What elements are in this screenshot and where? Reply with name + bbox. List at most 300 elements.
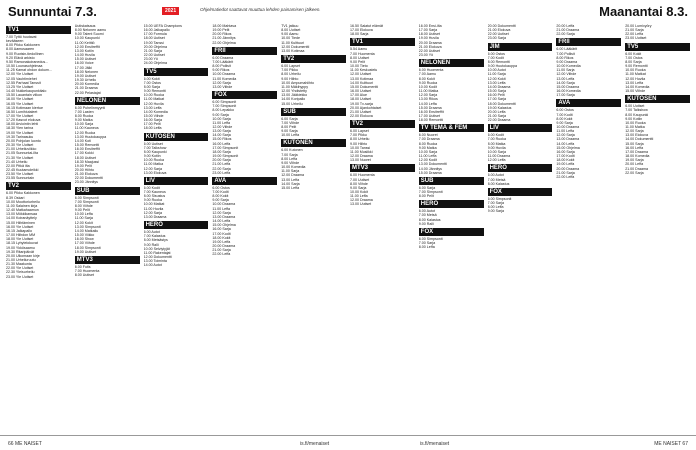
program-entry: 16.00 Leffa <box>212 141 231 146</box>
program-entry: 12.00 Kokit <box>74 220 93 225</box>
program-entry: 9.00 Ruotsin-tiedollinen <box>6 51 44 56</box>
program-entry: 20.30 Yle Uutiset <box>6 143 34 148</box>
program-entry: 15.00 Draama <box>418 105 442 110</box>
program-entry: 6.00 Kutonen <box>281 148 303 153</box>
program-entry: 12.00 Huvila <box>143 101 164 106</box>
program-entry: 16.05 Yle Uutiset <box>6 101 34 106</box>
program-entry: 9.00 Sarja <box>556 120 573 125</box>
program-entry: 20.00 Draama <box>212 244 236 249</box>
program-entry: 12.00 Kokit <box>487 76 506 81</box>
program-entry: 9.00 Matka <box>74 118 93 123</box>
program-entry: 10.00 Leffa <box>281 133 300 138</box>
program-entry: 11.00 Keittiö <box>74 40 95 45</box>
program-entry: 12.00 Sarja <box>418 93 438 98</box>
program-entry: 20.00 Dokumentti <box>487 24 516 28</box>
program-entry: 13.00 Leffa <box>625 80 644 85</box>
program-entry: 11.00 Mäkihyppy <box>281 84 309 89</box>
program-entry: 15.00 Draama <box>556 84 580 89</box>
program-entry: 5.54 Aamu <box>350 47 368 52</box>
program-entry: 19.00 Kalastus <box>487 105 512 110</box>
program-entry: 15.00 Ohjelma <box>212 223 236 228</box>
program-entry: 18.00 Uutiset <box>418 32 440 37</box>
program-entry: 10.00 Draama <box>212 202 236 207</box>
program-entry: 9.00 Kotiin <box>143 154 161 159</box>
program-entry: 15.50 Lauantain viikon <box>6 93 42 98</box>
program-entry: 9.00 Rikos <box>212 68 230 73</box>
program-entry: 22.00 Dokumentti <box>74 176 103 181</box>
program-entry: 6.00 Lapset <box>281 64 300 69</box>
program-entry: 21.00 Sarja <box>212 248 231 253</box>
program-entry: 12.00 Yle Uutiset <box>6 72 34 77</box>
program-entry: 17.00 Sarja <box>418 28 438 33</box>
program-entry: 8.00 Kokit <box>212 194 229 199</box>
program-entry: 6.00 Puhelinmyynti <box>74 105 106 110</box>
program-entry: 7.00 Poliisit <box>556 51 575 56</box>
program-entry: 20.00 Rikos <box>212 32 232 37</box>
program-entry: 20.00 Ohjelma <box>143 44 167 49</box>
program-entry: 11.00 Matka <box>143 162 164 167</box>
program-entry: 22.00 Leffa <box>556 174 575 179</box>
program-entry: 21.00 Draama <box>556 28 580 33</box>
listing-column <box>625 24 690 434</box>
program-entry: 8.00 Kalastus <box>418 217 441 222</box>
program-entry: 11.00 Leffa <box>212 206 231 211</box>
program-entry: 10.00 Draama <box>212 72 236 77</box>
program-entry: 10.00 Draama <box>556 124 580 129</box>
program-entry: 11.00 Matkat <box>143 97 165 102</box>
program-entry: 21.00 Sarja <box>556 170 575 175</box>
program-entry: 12.00 Leffa <box>487 158 506 163</box>
program-entry: 18.00 Simpsonit <box>74 245 101 250</box>
program-entry: 22.00 Sarja <box>556 32 575 37</box>
program-entry: 12.05 Vauhtimiehet <box>6 76 37 81</box>
channel-header: MTV3 <box>350 164 415 172</box>
program-entry: 16.00 Sarja <box>212 227 231 232</box>
program-entry: 14.00 Sarja <box>212 133 231 138</box>
program-entry: 8.39 Oskari <box>6 195 25 200</box>
program-entry: 8.00 Pelit <box>281 124 297 129</box>
program-entry: 6.00 Simpsonit <box>74 195 99 200</box>
program-entry: 7.00 Lääkärit <box>212 59 234 64</box>
program-entry: 15.00 Draama <box>418 170 442 175</box>
program-entry: 16.15 Jalkapallo <box>6 228 32 233</box>
program-entry: 10.00 Komedia <box>556 64 581 69</box>
page-header <box>0 0 696 24</box>
program-entry: 7.00 Uutiset <box>350 177 370 182</box>
program-entry: 9.00 Aamu <box>281 32 299 37</box>
program-entry: 18.00 Remontti <box>418 118 444 123</box>
program-entry: 14.00 Leffa <box>212 219 231 224</box>
program-entry: 18.00 Kokit <box>556 158 575 163</box>
program-entry: 6.00 Sarja <box>418 185 436 190</box>
program-entry: 10.00 Kodit <box>418 84 437 89</box>
program-entry: 8.00 Urheilu <box>350 137 370 142</box>
program-entry: 13.00 Jääkiekko <box>281 93 308 98</box>
program-entry: 6.00 Autot <box>418 209 435 214</box>
program-entry: 11.00 Sarja <box>74 216 93 221</box>
program-entry: 10.00 Ampumahiihto <box>281 80 314 85</box>
header-tagline: Ohjelmatiedot saattavat muuttua lehden painamisen jälkeen. <box>200 7 321 12</box>
program-entry: 9.00 Hiihto <box>350 141 368 146</box>
program-entry: 13.00 Leffa <box>487 80 506 85</box>
program-entry: 10.00 Sarja <box>212 116 231 121</box>
program-entry: 19.00 Pelit <box>74 163 92 168</box>
program-entry: 17.00 Formula <box>143 32 167 37</box>
program-entry: 14.00 Jännitys <box>418 166 442 171</box>
program-entry: 15.00 Urheilu <box>281 101 303 106</box>
program-entry: 6.00 Ostos <box>487 51 505 56</box>
program-entry: kevääseen <box>6 39 24 44</box>
program-entry: 13.25 Yle Uutiset <box>6 84 34 89</box>
program-entry: 8.00 Pikku Kakkonen <box>6 43 40 48</box>
program-entry: 7.00 Lasten <box>74 109 94 114</box>
program-entry: 14.00 Komedia <box>625 84 650 89</box>
program-entry: 15.00 Viihde <box>625 89 646 94</box>
program-entry: 6.00 Ostos <box>212 185 230 190</box>
program-entry: 19.00 Huvila <box>418 36 439 41</box>
program-entry: 22.00 Sarja <box>625 170 644 175</box>
program-entry: 14.00 Autot <box>143 263 162 268</box>
program-entry: 6.00 Kodit <box>143 185 160 190</box>
listing-column <box>556 24 621 434</box>
program-entry: 16.00 Voice <box>74 61 94 66</box>
program-entry: 13.00 Rikos <box>418 97 438 102</box>
program-entry: 12.00 Sarja <box>556 133 575 138</box>
program-entry: 7.00 Pikku <box>281 68 298 73</box>
program-entry: 8.00 Sarja <box>143 84 160 89</box>
listing-column <box>419 24 484 434</box>
program-entry: 11.00 Komedia <box>212 76 237 81</box>
program-entry: 20.00 Komedia <box>74 82 99 87</box>
program-entry: 21.00 Elokuva <box>487 28 511 33</box>
program-entry: 7.00 Sarja <box>418 241 436 246</box>
program-entry: 9.00 Viihde <box>281 160 300 165</box>
program-entry: 18.00 Mahtava <box>212 24 237 28</box>
program-entry: 21.00 Sarja <box>487 113 506 118</box>
program-entry: 7.00 Simpsonit <box>418 190 443 194</box>
program-entry: 10.00 Komedia <box>281 165 306 170</box>
program-entry: 20.00 Leffa <box>556 24 575 28</box>
program-entry: 12.00 Huvila <box>625 76 646 81</box>
program-entry: 8.00 Leffa <box>281 156 298 161</box>
program-entry: 14.00 Huvila <box>74 53 95 58</box>
program-entry: 23.00 Yle Uutiset <box>6 274 34 279</box>
program-entry: 8.00 Ruoka <box>74 113 94 118</box>
program-entry: 22.00 Ohjelma <box>212 40 236 45</box>
listing-column <box>75 24 140 434</box>
program-entry: 15.00 Viihde <box>143 113 164 118</box>
program-entry: 17.00 Simpsonit <box>212 145 239 150</box>
program-entry: 20.00 Pohjolan luonto <box>6 138 41 143</box>
program-entry: 18.00 Leffa <box>143 126 162 131</box>
program-entry: 10.00 Sarja <box>418 149 438 154</box>
program-entry: 19.00 Leffa <box>556 162 575 167</box>
program-entry: 17.00 Uutiset <box>418 113 440 118</box>
program-entry: 10.00 Matkat <box>143 202 165 207</box>
program-entry: 17.00 Sarja <box>556 93 575 98</box>
program-entry: 7.00 Simpsonit <box>74 199 99 204</box>
program-entry: 19.30 Ritaripäivät <box>6 249 34 254</box>
program-entry: 14.00 Kulttuuri <box>350 80 374 85</box>
program-entry: 20.00 Draama <box>556 166 580 171</box>
program-entry: 16.00 Ensi-ilta <box>418 24 442 28</box>
program-entry: 7.00 Tyttö huutavat <box>6 35 37 39</box>
program-entry: 13.00 Kotimaa <box>281 48 305 53</box>
listing-column <box>212 24 277 434</box>
program-entry: 11.00 Matka <box>625 124 645 129</box>
program-entry: 15.00 Hiihtäminen <box>6 220 35 225</box>
program-entry: 6.00 Nuoret <box>418 133 438 138</box>
program-entry: 18.30 Maajussi <box>74 159 99 164</box>
program-entry: 7.00 Draama <box>418 137 440 142</box>
program-entry: 17.00 Draama <box>625 149 648 154</box>
program-entry: 21.00 Uutiset <box>350 109 372 114</box>
program-entry: 8.00 Sisustus <box>143 194 166 199</box>
program-entry: 11.00 Leffa <box>556 129 575 134</box>
program-entry: 17.00 Yle Uutiset <box>6 113 34 118</box>
program-entry: 13.00 Simpsonit <box>74 224 101 229</box>
program-entry: 10.00 Kaupunki <box>74 36 100 41</box>
program-entry: 19.30 Urheilu <box>74 78 97 83</box>
program-entry: 21.00 Urheiluruutu <box>6 257 36 262</box>
program-entry: 7.00 Ruoka <box>487 137 506 142</box>
program-entry: 10.00 Sarja <box>74 122 94 127</box>
program-entry: 13.00 Draama <box>556 137 580 142</box>
program-entry: 11.25 Kamat ohdon dokum... <box>6 68 52 73</box>
program-entry: 21.40 Urheilu <box>6 159 28 164</box>
program-entry: 19.00 Sarja <box>625 158 644 163</box>
program-entry: 23.00 Sarja <box>487 36 506 41</box>
program-entry: 7.00 Kodit <box>487 55 504 60</box>
program-entry: 10.00 Tieto <box>350 64 368 69</box>
program-entry: 10.00 Kokit <box>350 190 368 194</box>
program-entry: 7.00 Talkshow <box>625 108 648 113</box>
program-entry: 21.00 Draama <box>625 166 648 171</box>
program-entry: 7.00 Huomenta <box>74 268 100 273</box>
program-entry: 16.00 Yle Uutiset <box>6 224 34 229</box>
program-entry: 13.00 Elokuva <box>625 133 648 138</box>
program-entry: 21.00 Draama <box>74 86 98 91</box>
program-entry: 12.00 Sarja <box>143 166 162 171</box>
program-entry: 19.00 Pelit <box>212 28 230 33</box>
program-entry: 22.00 Pitkä ilta <box>6 163 30 168</box>
program-entry: 17.00 Viihde <box>74 241 95 246</box>
program-entry: 20.00 Hiihto <box>74 168 94 172</box>
program-entry: 13.00 Leffa <box>281 177 300 182</box>
program-entry: 13.00 Nuoret <box>350 158 371 163</box>
channel-header: SUB <box>281 108 346 116</box>
program-entry: 6.00 Pikku Kakkonen <box>6 191 40 196</box>
program-entry: 14.40 Nukkekaupunkitalo <box>6 89 47 94</box>
program-entry: 9.00 Remontti <box>625 64 648 69</box>
program-entry: 9.00 Huvila <box>487 145 506 150</box>
program-entry: 19.00 Ykkösaamu <box>6 245 35 250</box>
channel-header: KUTOSEN <box>625 95 690 103</box>
program-entry: 11.00 Keskustelu <box>350 68 378 73</box>
program-entry: 16.00 Yle Uutiset <box>6 97 34 102</box>
channel-header: TV2 <box>6 182 71 190</box>
program-entry: 12.00 Draama <box>350 154 373 159</box>
program-entry: 16.00 Komedia <box>556 89 581 94</box>
listing-column <box>6 24 71 434</box>
program-entry: 8.00 Urheilu <box>281 72 301 77</box>
program-entry: 11.00 Rakentajat <box>143 250 171 255</box>
program-entry: 23.00 Yö <box>418 53 434 58</box>
footer-left: 66 ME NAISET <box>8 441 42 447</box>
channel-header: LIV <box>488 124 553 132</box>
program-entry: 6.00 Huomenta <box>418 68 444 73</box>
program-entry: 22.00 Draama <box>487 118 511 123</box>
program-entry: 24.00 Ohjelma <box>143 61 167 66</box>
program-entry: 7.00 Viihde <box>281 120 300 125</box>
program-entry: 9.00 Matka <box>418 145 437 150</box>
program-entry: 18.00 Nelonen <box>74 69 99 74</box>
program-entry: 11.00 Sarja <box>487 72 506 77</box>
program-entry: 14.00 Komedia <box>143 109 168 114</box>
channel-header: FOX <box>488 188 553 196</box>
program-entry: 11.00 Matka <box>418 89 439 94</box>
program-entry: 14.00 Matkailu <box>74 228 99 233</box>
program-entry: 6.00 Uutiset <box>143 141 163 146</box>
program-entry: 18.00 Uutiset <box>350 97 372 102</box>
program-entry: 11.00 Salainen kirja <box>6 203 38 208</box>
program-entry: 23.00 Leffa <box>212 170 231 175</box>
program-entry: 18.00 Yle Uutiset <box>6 237 34 242</box>
program-entry: 8.00 Rikos <box>556 55 574 60</box>
program-entry: 22.00 Pelastajat <box>74 90 101 95</box>
program-entry: 19.00 Tanssi <box>143 40 164 45</box>
program-entry: 12.00 Draama <box>281 173 304 178</box>
program-entry: 21.00 Elokuva <box>74 172 98 177</box>
program-entry: 10.50 Lounasohjelmaa <box>6 64 43 69</box>
program-entry: 9.00 Ralli <box>418 221 434 226</box>
program-entry: 23.00 Jännitys <box>74 180 98 185</box>
program-entry: 13.00 Sarja <box>212 129 231 134</box>
program-entry: 18.00 Kokit <box>212 235 231 240</box>
program-entry: 21.05 Sunnuntai-ilta <box>6 151 38 156</box>
program-entry: 13.00 Viihde <box>212 84 233 89</box>
program-entry: 19.00 Uutiset <box>74 249 96 254</box>
program-entry: 8.00 Remontti <box>487 59 510 64</box>
program-entry: 18.00 Arviointin lehti <box>6 122 39 127</box>
program-entry: 18.00 Uutiset <box>74 155 96 160</box>
program-entry: 11.00 Sarja <box>556 68 575 73</box>
program-entry: 17.00 Pelit <box>143 122 161 127</box>
program-entry: 8.00 Viihde <box>350 181 368 186</box>
program-entry: 10.00 Tiede <box>281 36 300 41</box>
program-entry: 10.00 Moottoriurheilu <box>6 199 40 204</box>
channel-header: MTV3 <box>75 256 140 264</box>
program-entry: 18.00 Dokumentti <box>487 101 516 106</box>
program-entry: 9.00 Draama <box>556 59 578 64</box>
program-entry: 16.00 Ensitreffit <box>74 147 100 152</box>
footer-url-right: is.fi/menaiset <box>420 441 450 447</box>
program-entry: 10.00 Tanssi <box>350 145 371 150</box>
program-entry: 8.00 Viihde <box>74 203 93 208</box>
program-entry: 12.00 Dokumentti <box>281 44 310 49</box>
program-entry: 8.00 Leffa <box>487 205 504 210</box>
program-entry: 20.00 Ajankohtaiset <box>350 105 382 110</box>
channel-header: NELONEN <box>419 59 484 67</box>
program-entry: 11.00 Leffa <box>212 120 231 125</box>
program-entry: 9.00 Ruoka <box>418 80 438 85</box>
program-entry: 8.00 Kalastus <box>487 181 510 186</box>
program-entry: 19.30 Tarinasuku <box>6 134 34 139</box>
program-entry: Uutiskatsaus <box>74 24 96 28</box>
program-entry: 9.00 Talent Suomi <box>74 32 104 37</box>
channel-header: JIM <box>488 43 553 51</box>
program-entry: 9.00 Kotiin <box>625 116 643 121</box>
channel-header: TV1 <box>350 38 415 46</box>
program-entry: 15.00 Sarja <box>625 141 644 146</box>
footer-right: ME NAISET 67 <box>654 441 688 447</box>
right-day-title: Maanantai 8.3. <box>599 4 688 19</box>
program-entry: 9.00 Ralli <box>143 242 159 247</box>
program-entry: 9.00 Sarja <box>281 129 298 134</box>
program-entry: 12.00 Draama <box>350 198 373 203</box>
program-entry: 7.00 Metsä <box>487 177 506 182</box>
program-entry: 13.00 Kotimaa <box>350 76 374 81</box>
channel-header: TV TEMA & FEM <box>419 124 484 132</box>
program-entry: 21.00 Sarja <box>625 28 644 33</box>
channel-header: TV2 <box>281 55 346 63</box>
program-entry: 10.00 Sarja <box>487 149 506 154</box>
program-entry: 23.00 Uutiset <box>625 36 647 41</box>
program-entry: 16.50 Lumihiutaleet <box>6 109 38 114</box>
program-entry: 12.00 Sarja <box>625 129 644 134</box>
program-entry: 9.00 Pelit <box>74 208 90 213</box>
program-entry: 7.00 Kauneus <box>143 190 166 194</box>
program-entry: 10.00 Selviytyjät <box>143 246 170 251</box>
program-entry: 21.00 Urheiluviikko <box>6 147 37 152</box>
program-entry: 12.00 Uutiset <box>350 72 372 77</box>
program-entry: 16.00 Sarja <box>556 149 575 154</box>
program-entry: 12.55 Parhaat Tanssit <box>6 80 41 85</box>
program-entry: 7.00 Sarja <box>487 201 504 205</box>
program-entry: 6.00 Simpsonit <box>418 236 443 241</box>
channel-header: TV5 <box>144 68 209 76</box>
program-entry: 20.00 Lumivyöry <box>625 24 652 28</box>
program-entry: 21.00 Elokuva <box>418 44 442 49</box>
program-entry: 20.00 Leffa <box>487 109 506 114</box>
program-entry: 11.00 Matkat <box>625 72 646 77</box>
program-entry: 9.00 Ruoka <box>143 198 162 203</box>
channel-header: FRII <box>556 38 621 46</box>
program-entry: 7.00 Talkshow <box>143 145 167 150</box>
program-entry: 11.00 Huvila <box>143 206 164 211</box>
program-entry: 9.00 Sarja <box>212 112 229 117</box>
program-entry: 8.00 Metsästys <box>143 238 168 243</box>
program-entry: 17.00 Kodit <box>556 154 575 159</box>
program-entry: 9.00 Remontti <box>143 89 166 94</box>
program-entry: 6.00 Kokit <box>143 76 160 81</box>
program-entry: 8.00 Lepakko <box>212 108 234 113</box>
program-entry: 23.00 Yö <box>143 57 158 62</box>
program-entry: 12.00 Sarja <box>212 210 231 215</box>
program-entry: 17.00 Kodit <box>212 231 231 236</box>
program-entry: 6.00 Ostos <box>556 108 574 113</box>
program-entry: 7.00 Pikku <box>350 133 367 138</box>
program-entry: 14.00 Dokumentti <box>625 137 654 142</box>
program-entry: 14.00 Koiranäyttely <box>6 216 37 221</box>
program-entry: 11.00 Kauneus <box>74 126 99 131</box>
program-entry: 6.00 Huomenta <box>350 173 375 178</box>
program-entry: 22.00 Sarja <box>212 166 231 171</box>
program-entry: 15.00 Ohjelma <box>556 145 580 150</box>
program-entry: 19.00 Yle Uutiset <box>6 130 34 135</box>
program-entry: 11.00 Kulttuuri <box>281 40 305 45</box>
program-entry: 9.00 Hiihto <box>281 76 299 81</box>
